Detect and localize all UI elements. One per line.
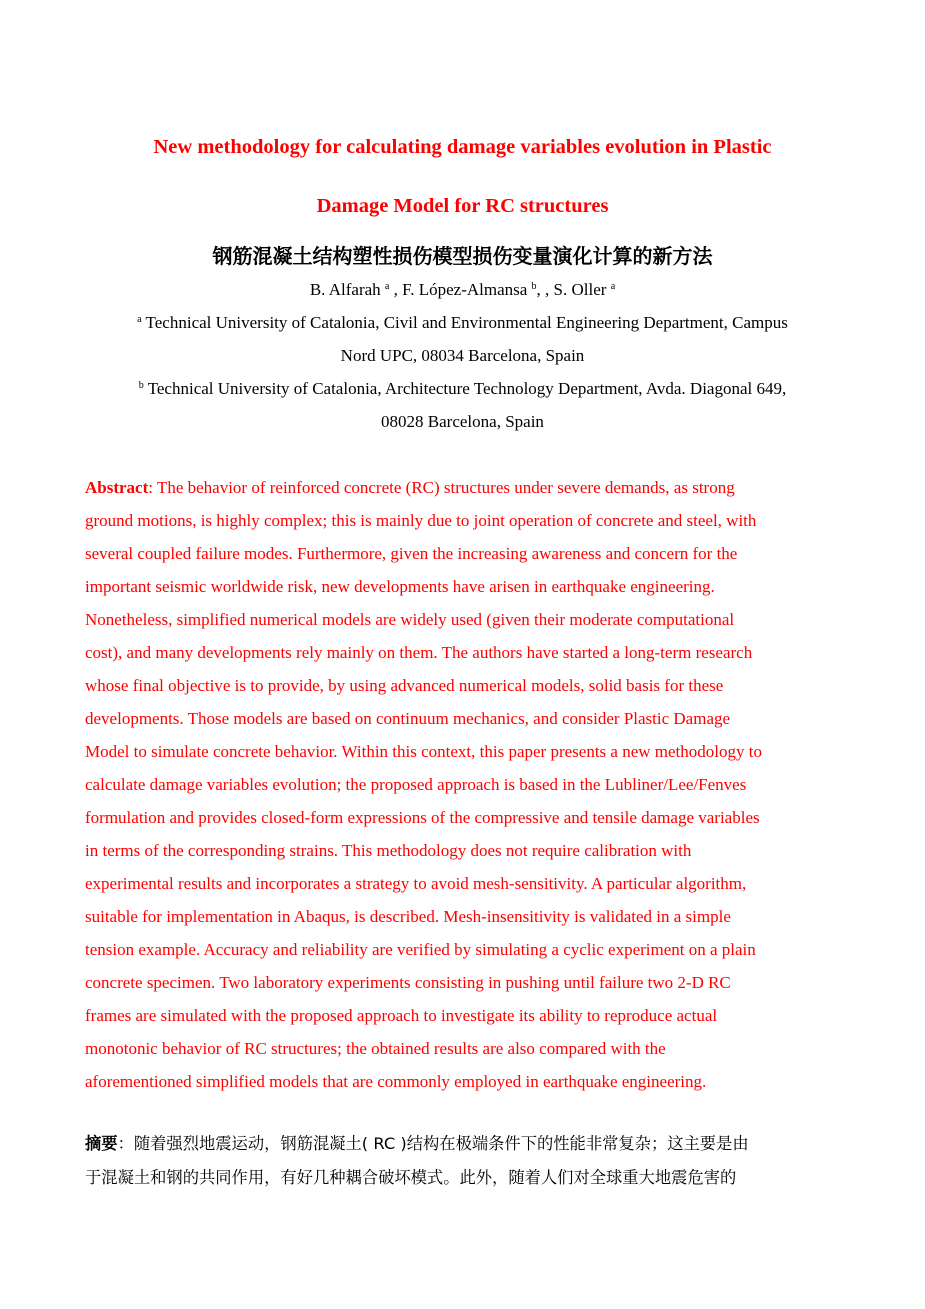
abstract-line: frames are simulated with the proposed approach to investigate its ability to reproduce actual bbox=[85, 1006, 718, 1025]
paper-title-line-2: Damage Model for RC structures bbox=[316, 195, 609, 217]
abstract-line: Nonetheless, simplified numerical models are widely used (given their moderate computational bbox=[85, 610, 735, 629]
abstract-line: ground motions, is highly complex; this is mainly due to joint operation of concrete and steel, with bbox=[85, 511, 757, 530]
author-list bbox=[85, 279, 840, 301]
abstract-line: important seismic worldwide risk, new developments have arisen in earthquake engineering. bbox=[85, 577, 715, 596]
abstract-line: tension example. Accuracy and reliability are verified by simulating a cyclic experiment on a plain bbox=[85, 940, 756, 959]
abstract-section bbox=[85, 471, 845, 1098]
abstract-line: whose final objective is to provide, by using advanced numerical models, solid basis for these bbox=[85, 676, 724, 695]
abstract-line: cost), and many developments rely mainly on them. The authors have started a long-term research bbox=[85, 643, 753, 662]
affiliation-mark: a bbox=[137, 314, 142, 325]
chinese-abstract-text: ：随着强烈地震运动，钢筋混凝土( RC )结构在极端条件下的性能非常复杂；这主要是由 bbox=[117, 1134, 749, 1153]
affiliation-text: Technical University of Catalonia, Civil and Environmental Engineering Department, Campus bbox=[141, 313, 788, 332]
abstract-line: formulation and provides closed-form expressions of the compressive and tensile damage variables bbox=[85, 808, 760, 827]
abstract-line: experimental results and incorporates a strategy to avoid mesh-sensitivity. A particular algorithm, bbox=[85, 874, 747, 893]
abstract-line bbox=[85, 471, 845, 504]
abstract-line: calculate damage variables evolution; the proposed approach is based in the Lubliner/Lee/Fenves bbox=[85, 775, 747, 794]
abstract-line: Model to simulate concrete behavior. Within this context, this paper presents a new methodology to bbox=[85, 742, 762, 761]
abstract-line: suitable for implementation in Abaqus, is described. Mesh-insensitivity is validated in a simple bbox=[85, 907, 731, 926]
chinese-abstract-section bbox=[85, 1127, 845, 1195]
abstract-line: concrete specimen. Two laboratory experiments consisting in pushing until failure two 2-D RC bbox=[85, 973, 731, 992]
author-affiliation-mark: b bbox=[531, 281, 537, 292]
author-name: , F. López-Almansa bbox=[389, 280, 532, 299]
abstract-line: in terms of the corresponding strains. This methodology does not require calibration with bbox=[85, 841, 692, 860]
author-affiliation-mark: a bbox=[610, 281, 616, 292]
paper-title-line-1: New methodology for calculating damage variables evolution in Plastic bbox=[153, 136, 772, 158]
affiliation-mark: b bbox=[138, 380, 144, 391]
chinese-abstract-label: 摘要 bbox=[85, 1134, 118, 1153]
abstract-line: developments. Those models are based on continuum mechanics, and consider Plastic Damage bbox=[85, 709, 731, 728]
abstract-text: : The behavior of reinforced concrete (RC) structures under severe demands, as strong bbox=[148, 478, 735, 497]
author-name: B. Alfarah bbox=[309, 280, 385, 299]
affiliation-b-line-1 bbox=[85, 378, 840, 400]
abstract-line: several coupled failure modes. Furthermore, given the increasing awareness and concern for the bbox=[85, 544, 738, 563]
affiliation-a-line-2: Nord UPC, 08034 Barcelona, Spain bbox=[340, 346, 585, 365]
affiliation-a-line-1 bbox=[85, 312, 840, 334]
abstract-label: Abstract bbox=[85, 478, 149, 497]
author-name: , , S. Oller bbox=[536, 280, 611, 299]
abstract-line: monotonic behavior of RC structures; the obtained results are also compared with the bbox=[85, 1039, 666, 1058]
abstract-line: aforementioned simplified models that are commonly employed in earthquake engineering. bbox=[85, 1072, 707, 1091]
affiliation-b-line-2: 08028 Barcelona, Spain bbox=[381, 412, 544, 431]
chinese-abstract-line bbox=[85, 1127, 845, 1161]
chinese-title: 钢筋混凝土结构塑性损伤模型损伤变量演化计算的新方法 bbox=[212, 244, 713, 268]
chinese-abstract-line: 于混凝土和钢的共同作用，有好几种耦合破坏模式。此外，随着人们对全球重大地震危害的 bbox=[85, 1168, 737, 1187]
author-affiliation-mark: a bbox=[384, 281, 390, 292]
affiliation-text: Technical University of Catalonia, Architecture Technology Department, Avda. Diagonal 649, bbox=[143, 379, 787, 398]
